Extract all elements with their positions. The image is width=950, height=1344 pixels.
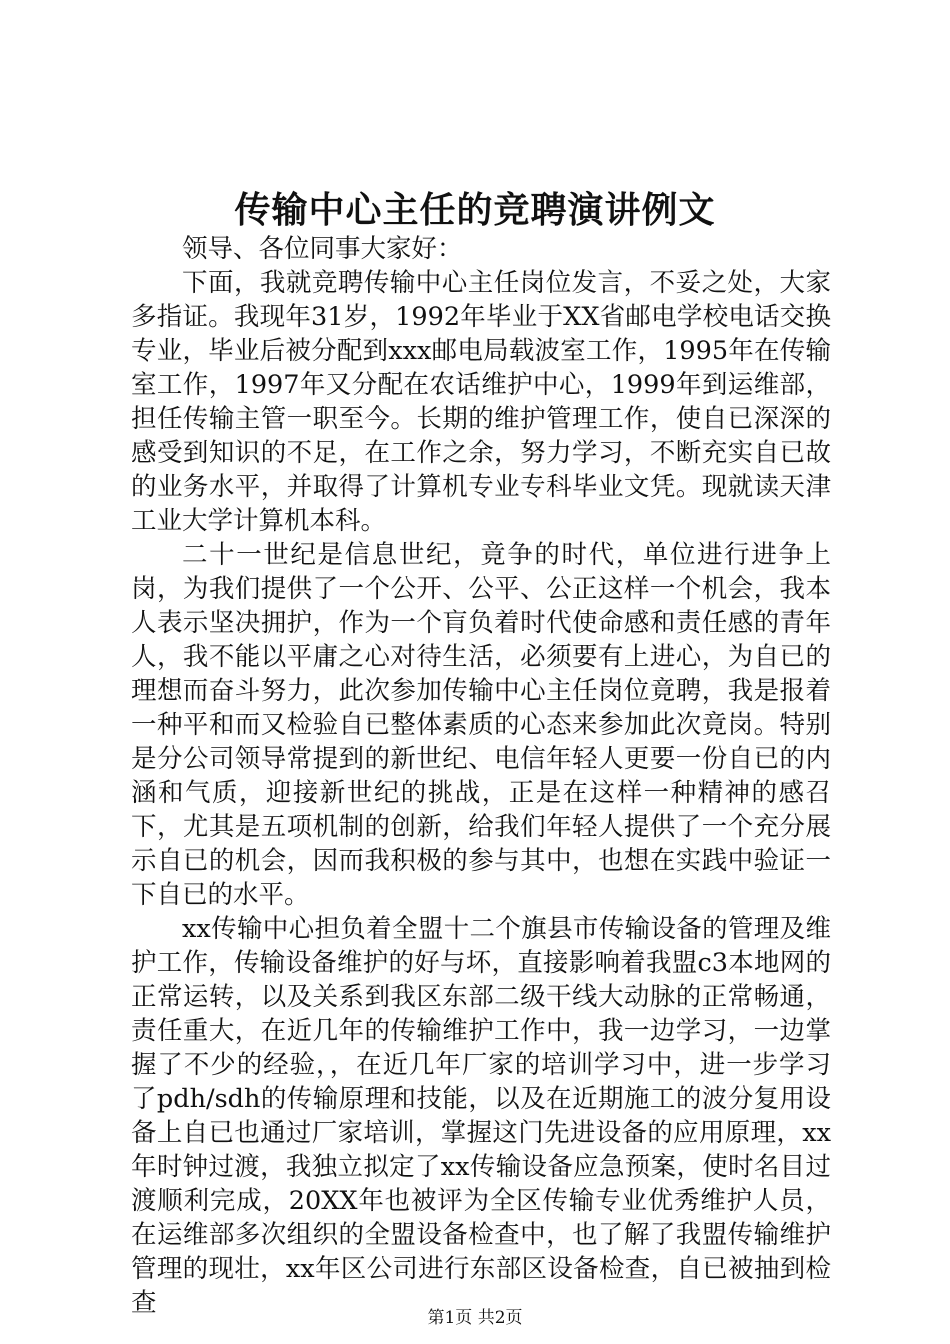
document-title: 传输中心主任的竞聘演讲例文 xyxy=(234,189,716,231)
body-paragraph-1: 下面，我就竞聘传输中心主任岗位发言，不妥之处，大家多指证。我现年31岁，1992年毕业于XX省邮电学校电话交换专业，毕业后被分配到xxx邮电局载波室工作，1995年在传输室工作，1997年又分配在农话维护中心，1999年到运维部，担任传输主管一职至今。长期的维护管理工作，使自已深深的感受到知识的不足，在工作之余，努力学习，不断充实自已故的业务水平，并取得了计算机专业专科毕业文凭。现就读天津工业大学计算机本科。 xyxy=(131,268,831,536)
document-body xyxy=(131,232,831,1320)
page-number-footer: 第1页 共2页 xyxy=(427,1308,523,1328)
greeting-paragraph: 领导、各位同事大家好： xyxy=(182,234,463,264)
body-paragraph-2: 二十一世纪是信息世纪，竟争的时代，单位进行进争上岗，为我们提供了一个公开、公平、公正这样一个机会，我本人表示坚决拥护，作为一个肓负着时代使命感和责任感的青年人，我不能以平庸之心对待生活，必须要有上进心，为自已的理想而奋斗努力，此次参加传输中心主任岗位竟聘，我是报着一种平和而又检验自已整体素质的心态来参加此次竟岗。特别是分公司领导常提到的新世纪、电信年轻人更要一份自已的内涵和气质，迎接新世纪的挑战，正是在这样一种精神的感召下，尤其是五项机制的创新，给我们年轻人提供了一个充分展示自已的机会，因而我积极的参与其中，也想在实践中验证一下自已的水平。 xyxy=(131,540,831,910)
body-paragraph-3: xx传输中心担负着全盟十二个旗县市传输设备的管理及维护工作，传输设备维护的好与坏，直接影响着我盟c3本地网的正常运转，以及关系到我区东部二级干线大动脉的正常畅通，责任重大，在近几年的传输维护工作中，我一边学习，一边掌握了不少的经验，，在近几年厂家的培训学习中，进一步学习了pdh/sdh的传输原理和技能，以及在近期施工的波分复用设备上自已也通过厂家培训，掌握这门先进设备的应用原理，xx年时钟过渡，我独立拟定了xx传输设备应急预案，使时名目过渡顺利完成，20XX年也被评为全区传输专业优秀维护人员，在运维部多次组织的全盟设备检查中，也了解了我盟传输维护管理的现壮，xx年区公司进行东部区设备检查，自已被抽到检查 xyxy=(131,914,831,1318)
